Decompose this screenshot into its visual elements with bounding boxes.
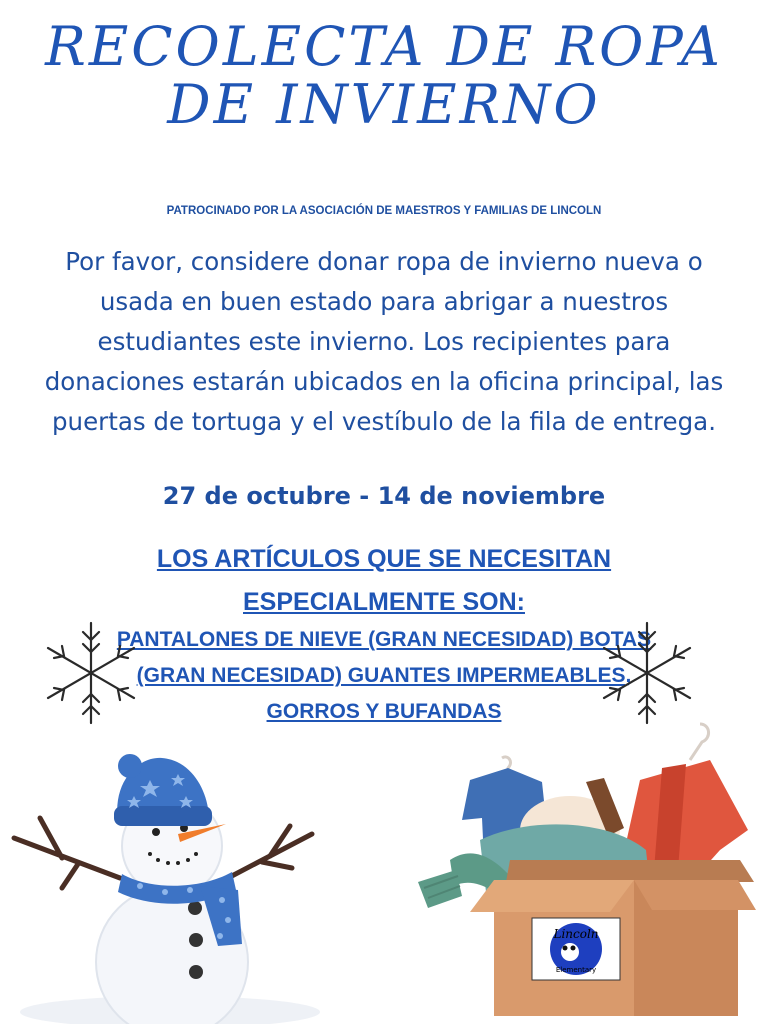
donation-request-paragraph: Por favor, considere donar ropa de invierno nueva o usada en buen estado para abrigar a nuestros estudiantes este invierno. Los recipientes para donaciones estarán ubicados en la oficina principal, las puertas de tortuga y el vestíbulo de la fila de entrega. bbox=[44, 247, 724, 436]
lincoln-logo-name: Lincoln bbox=[553, 927, 599, 941]
snowman-illustration bbox=[0, 750, 330, 1024]
sponsor-line: PATROCINADO POR LA ASOCIACIÓN DE MAESTROS Y FAMILIAS DE LINCOLN bbox=[166, 205, 602, 217]
needed-items-list: PANTALONES DE NIEVE (GRAN NECESIDAD) BOTAS (GRAN NECESIDAD) GUANTES IMPERMEABLES, GORROS Y BUFANDAS bbox=[116, 628, 652, 723]
poster-title-line-2: DE INVIERNO bbox=[167, 73, 601, 136]
poster-title-line-1: RECOLECTA DE ROPA bbox=[45, 15, 723, 78]
lincoln-logo-subtitle: Elementary bbox=[555, 966, 597, 974]
snowflake-left-icon bbox=[36, 618, 146, 728]
snowflake-right-icon bbox=[592, 618, 702, 728]
collection-dates: 27 de octubre - 14 de noviembre bbox=[162, 482, 606, 510]
donation-box-illustration bbox=[410, 720, 760, 1020]
poster-title bbox=[0, 15, 768, 136]
needed-items-heading: LOS ARTÍCULOS QUE SE NECESITAN ESPECIALMENTE SON: bbox=[156, 545, 612, 616]
